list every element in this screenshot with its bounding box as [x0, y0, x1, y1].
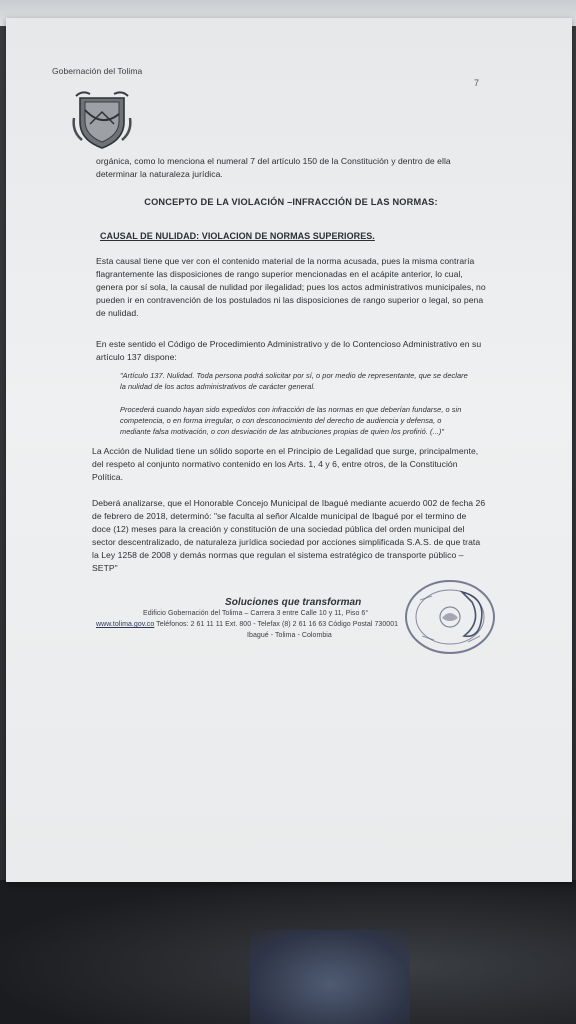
- page-mark: 7: [474, 78, 480, 88]
- paragraph-cpaca: En este sentido el Código de Procedimiento Administrativo y de lo Contencioso Administrativo en su artículo 137 dispone:: [96, 339, 482, 362]
- footer-website-link[interactable]: www.tolima.gov.co: [96, 621, 155, 628]
- quote-procedera: Procederá cuando hayan sido expedidos con infracción de las normas en que deberían fundarse, o sin competencia, o en forma irregular, o con desconocimiento del derecho de audiencia y defensa, o mediante falsa motivación, o con desviación de las atribuciones propias de quien los profirió. (...)": [120, 405, 462, 436]
- paragraph-causal: Esta causal tiene que ver con el contenido material de la norma acusada, pues la misma contraría flagrantemente las disposiciones de rango superior mencionadas en el acápite anterior, lo cual, genera por sí sola, la causal de nulidad por ilegalidad; pues los actos administrativos municipales, no pueden ir en contravención de los postulados ni las disposiciones de rango superior o legal, so pena de nulidad.: [96, 256, 486, 318]
- footer-phones: Teléfonos: 2 61 11 11 Ext. 800 - Telefax (8) 2 61 16 63 Código Postal 730001: [154, 621, 399, 628]
- footer-address: Edificio Gobernación del Tolima – Carrera 3 entre Calle 10 y 11, Piso 6°: [143, 610, 369, 617]
- organization-header: Gobernación del Tolima: [52, 66, 143, 76]
- coat-of-arms-icon: [72, 88, 132, 150]
- paragraph-concejo: Deberá analizarse, que el Honorable Concejo Municipal de Ibagué mediante acuerdo 002 de fecha 26 de febrero de 2018, determinó: "se faculta al señor Alcalde municipal de Ibagué por el termino de doce (12) meses para la creación y constitución de una sociedad pública del orden municipal del sector descentralizado, de naturaleza jurídica sociedad por acciones simplificada S.A.S. de que trata la Ley 1258 de 2008 y demás normas que regulan el sistema estratégico de transporte público – SETP": [92, 498, 486, 573]
- causal-title: CAUSAL DE NULIDAD: VIOLACION DE NORMAS SUPERIORES.: [100, 231, 375, 241]
- round-seal-icon: [402, 578, 498, 656]
- quote-article-137: "Artículo 137. Nulidad. Toda persona podrá solicitar por sí, o por medio de representante, que se declare la nulidad de los actos administrativos de carácter general.: [120, 371, 468, 391]
- footer-city: Ibagué - Tolima - Colombia: [247, 632, 332, 639]
- footer-slogan: Soluciones que transforman: [225, 597, 362, 608]
- intro-paragraph: orgánica, como lo menciona el numeral 7 del artículo 150 de la Constitución y dentro de ella determinar la naturaleza jurídica.: [96, 156, 451, 179]
- section-title: CONCEPTO DE LA VIOLACIÓN –INFRACCIÓN DE LAS NORMAS:: [144, 197, 438, 207]
- paragraph-legalidad: La Acción de Nulidad tiene un sólido soporte en el Principio de Legalidad que surge, principalmente, del respeto al conjunto normativo contenido en los Arts. 1, 4 y 6, entre otros, de la Constitución Política.: [92, 446, 479, 482]
- background-cloth: [250, 930, 410, 1024]
